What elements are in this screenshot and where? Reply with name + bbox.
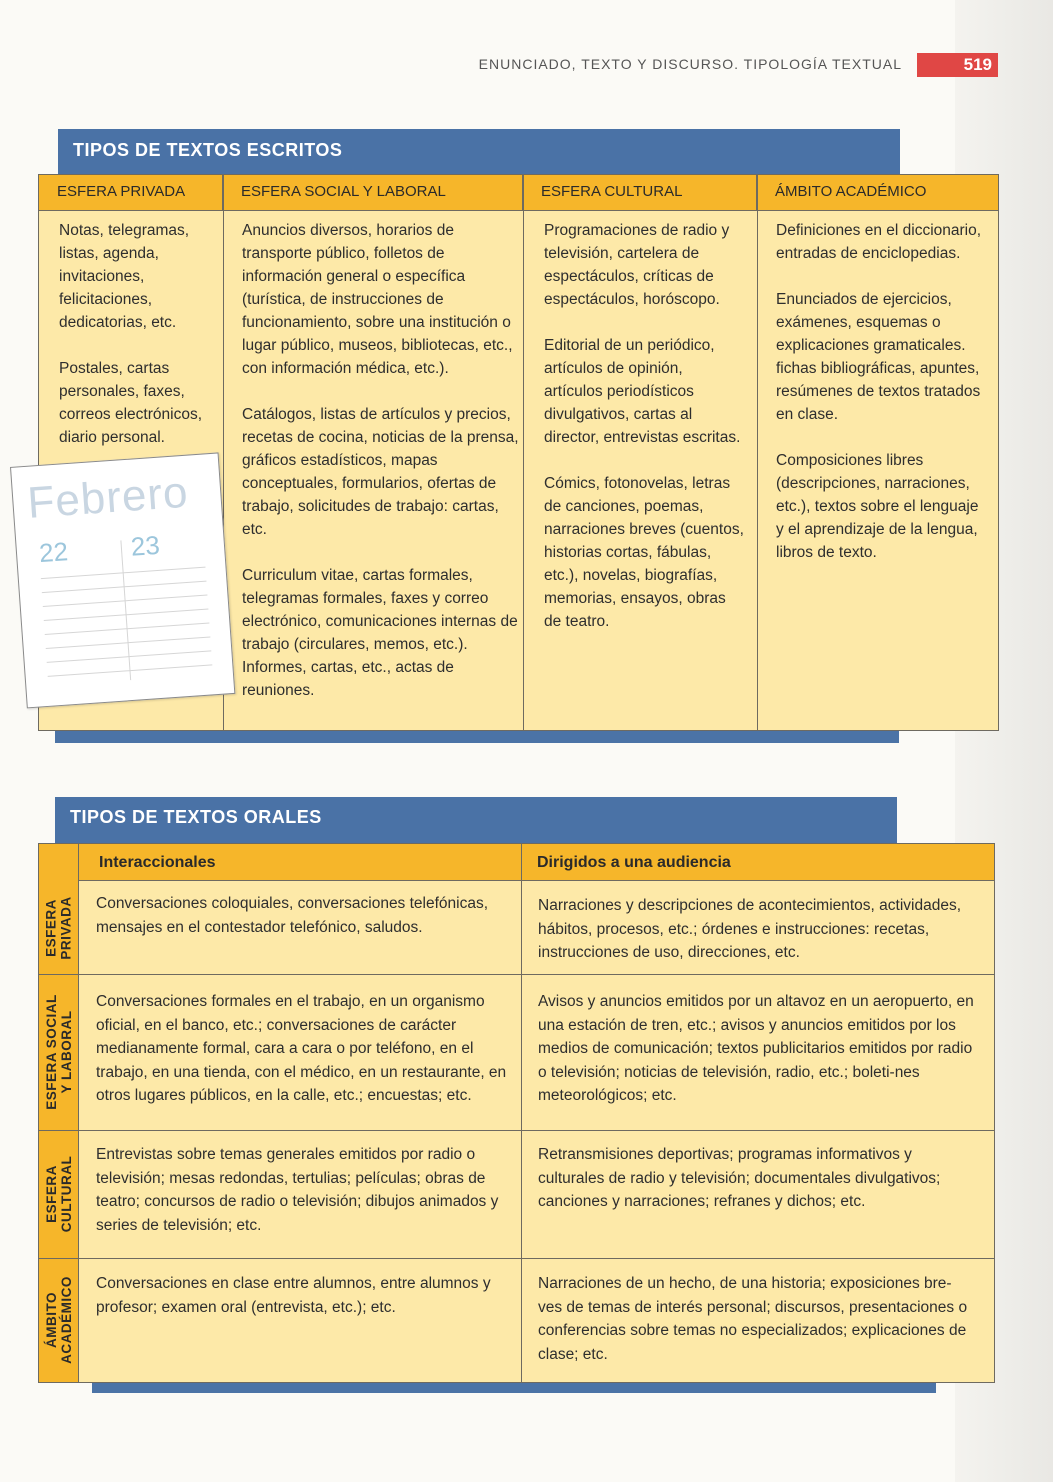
written-paragraph: Notas, telegramas, listas, agenda, invitaciones, felicitaciones, dedicatorias, etc. — [59, 222, 190, 331]
divider — [39, 1258, 994, 1259]
written-section-title: TIPOS DE TEXTOS ESCRITOS — [73, 140, 343, 160]
oral-row-label — [39, 1258, 79, 1382]
divider — [39, 210, 998, 211]
calendar-day: 23 — [129, 529, 161, 562]
oral-row-label — [39, 881, 79, 974]
oral-section-title: TIPOS DE TEXTOS ORALES — [70, 807, 322, 827]
divider — [757, 175, 758, 730]
divider — [523, 175, 524, 730]
divider — [39, 974, 994, 975]
oral-row-label-text: ÁMBITO ACADÉMICO — [44, 1276, 74, 1364]
oral-row-label-text: ESFERA PRIVADA — [44, 895, 75, 960]
oral-texts-table — [38, 843, 995, 1383]
written-col-heading: ESFERA PRIVADA — [39, 175, 223, 210]
divider — [521, 844, 522, 1382]
page-number: 519 — [917, 53, 998, 77]
written-cell-privada — [59, 219, 209, 472]
written-paragraph: Cómics, fotonovelas, letras de canciones, poemas, narraciones breves (cuentos, historias cortas, fábulas, etc.), novelas, biografías, memorias, ensayos, obras de teatro. — [544, 475, 744, 630]
oral-cell-interaccional: Conversaciones en clase entre alumnos, entre alumnos y profesor; examen oral (entrevista, etc.); etc. — [96, 1275, 491, 1316]
written-paragraph: Catálogos, listas de artículos y precios, recetas de cocina, noticias de la prensa, gráficos estadísticos, mapas conceptuales, formularios, ofertas de trabajo, solicitudes de trabajo: cartas, etc. — [242, 406, 519, 538]
written-shadow-bar — [55, 729, 899, 743]
oral-cell-audiencia: Narraciones de un hecho, de una historia; exposiciones bre-ves de temas de interés personal; discursos, presentaciones o conferencias sobre temas no especializados; explicaciones de clase; etc. — [538, 1275, 968, 1363]
written-paragraph: Definiciones en el diccionario, entradas de enciclopedias. — [776, 222, 982, 262]
calendar-illustration — [10, 452, 235, 708]
written-paragraph: Curriculum vitae, cartas formales, telegramas formales, faxes y correo electrónico, comunicaciones internas de trabajo (circulares, memos, etc.). Informes, cartas, etc., actas de reuniones. — [242, 567, 518, 699]
written-paragraph: Postales, cartas personales, faxes, correos electrónicos, diario personal. — [59, 360, 203, 446]
calendar-day: 22 — [38, 536, 69, 569]
oral-col-heading: Interaccionales — [99, 854, 216, 871]
oral-row-label — [39, 974, 79, 1130]
running-head: ENUNCIADO, TEXTO Y DISCURSO. TIPOLOGÍA TEXTUAL — [478, 56, 902, 72]
oral-row-label-text: ESFERA CULTURAL — [44, 1155, 75, 1233]
written-paragraph: Editorial de un periódico, artículos de opinión, artículos periodísticos divulgativos, cartas al director, entrevistas escritas. — [544, 337, 741, 446]
written-paragraph: Programaciones de radio y televisión, cartelera de espectáculos, críticas de espectáculos, horóscopo. — [544, 222, 730, 308]
written-col-heading: ESFERA CULTURAL — [523, 175, 757, 210]
written-cell-social — [242, 219, 520, 725]
oral-cell-interaccional: Conversaciones formales en el trabajo, en un organismo oficial, en el banco, etc.; conversaciones de carácter medianamente formal, cara a cara o por teléfono, en el trabajo, en una tienda, con el médico, en un restaurante, en otros lugares públicos, en la calle, etc.; encuestas; etc. — [96, 993, 507, 1104]
written-paragraph: Anuncios diversos, horarios de transporte público, folletos de información general o específica (turística, de instrucciones de funcionamiento, sobre una institución o lugar público, museos, bibliotecas, etc., con información médica, etc.). — [242, 222, 513, 377]
oral-row-label-text: ESFERA SOCIAL Y LABORAL — [44, 994, 75, 1110]
oral-cell-interaccional: Entrevistas sobre temas generales emitidos por radio o televisión; mesas redondas, tertulias; películas; obras de teatro; concursos de radio o televisión; dibujos animados y series de televisión; etc. — [96, 1146, 499, 1234]
written-cell-academico — [776, 219, 988, 587]
oral-cell-interaccional: Conversaciones coloquiales, conversaciones telefónicas, mensajes en el contestador telefónico, saludos. — [96, 895, 489, 936]
written-cell-cultural — [544, 219, 744, 656]
written-paragraph: Composiciones libres (descripciones, narraciones, etc.), textos sobre el lenguaje y el aprendizaje de la lengua, libros de texto. — [776, 452, 979, 561]
calendar-month: Febrero — [25, 467, 190, 528]
written-paragraph: Enunciados de ejercicios, exámenes, esquemas o explicaciones gramaticales. fichas bibliográficas, apuntes, resúmenes de textos tratados en clase. — [776, 291, 981, 423]
oral-cell-audiencia: Retransmisiones deportivas; programas informativos y culturales de radio y televisión; documentales divulgativos; canciones y narraciones; refranes y dichos; etc. — [538, 1146, 941, 1210]
oral-cell-audiencia: Narraciones y descripciones de acontecimientos, actividades, hábitos, procesos, etc.; órdenes e instrucciones: recetas, instrucciones de uso, direcciones, etc. — [538, 897, 962, 961]
oral-col-heading: Dirigidos a una audiencia — [537, 854, 731, 871]
oral-row-label — [39, 1130, 79, 1258]
calendar-divider — [120, 540, 131, 680]
oral-cell-audiencia: Avisos y anuncios emitidos por un altavoz en un aeropuerto, en una estación de tren, etc.; avisos y anuncios emitidos por los medios de comunicación; textos publicitarios emitidos por radio o televisión; noticias de televisión, radio, etc.; boleti-nes meteorológicos; etc. — [538, 993, 974, 1104]
written-col-heading: ÁMBITO ACADÉMICO — [757, 175, 998, 210]
divider — [39, 1130, 994, 1131]
written-col-heading: ESFERA SOCIAL Y LABORAL — [223, 175, 523, 210]
oral-header-row — [79, 844, 994, 881]
